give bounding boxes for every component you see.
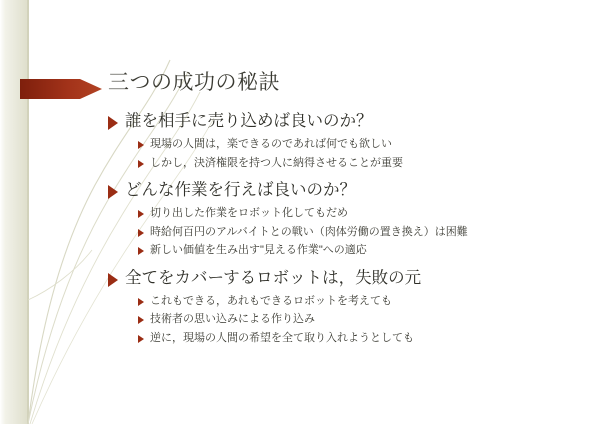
bullet-level2: [108, 293, 588, 311]
bullet-level1: [108, 179, 588, 203]
bullet-level2-label: 現場の人間は，楽できるのであれば何でも欲しい: [150, 137, 392, 150]
bullet-level1-label: どんな作業を行えば良いのか？: [125, 181, 356, 200]
triangle-bullet-icon: [108, 273, 118, 287]
bullet-group-3: [108, 267, 588, 348]
decorative-left-band: [0, 0, 28, 424]
page-title: 三つの成功の秘訣: [108, 71, 280, 94]
bullet-level2-label: 時給何百円のアルバイトとの戦い（肉体労働の置き換え）は困難: [150, 225, 468, 238]
bullet-level2: [108, 136, 588, 154]
decorative-left-band-edge: [27, 0, 29, 424]
bullet-level1: [108, 110, 588, 134]
small-triangle-bullet-icon: [138, 335, 144, 343]
bullet-level2: [108, 311, 588, 329]
bullet-level2: [108, 330, 588, 348]
bullet-level2-label: 技術者の思い込みによる作り込み: [150, 313, 315, 326]
bullet-group-1: [108, 110, 588, 172]
bullet-level1-label: 全てをカバーするロボットは，失敗の元: [125, 268, 422, 287]
small-triangle-bullet-icon: [138, 298, 144, 306]
title-arrow-icon: [20, 75, 102, 103]
bullet-level1: [108, 267, 588, 291]
small-triangle-bullet-icon: [138, 141, 144, 149]
bullet-level2: [108, 242, 588, 260]
bullet-level2-label: しかし，決済権限を持つ人に納得させることが重要: [150, 156, 403, 169]
small-triangle-bullet-icon: [138, 160, 144, 168]
bullet-level2-label: 新しい価値を生み出す"見える作業"への適応: [150, 244, 367, 257]
bullet-level2: [108, 224, 588, 242]
small-triangle-bullet-icon: [138, 210, 144, 218]
small-triangle-bullet-icon: [138, 316, 144, 324]
bullet-level2-label: 切り出した作業をロボット化してもだめ: [150, 207, 348, 220]
bullet-level1-label: 誰を相手に売り込めば良いのか？: [125, 112, 373, 130]
slide-body: [108, 110, 588, 352]
bullet-group-2: [108, 179, 588, 260]
bullet-level2-label: これもできる，あれもできるロボットを考えても: [150, 294, 392, 307]
bullet-level2: [108, 155, 588, 173]
bullet-level2: [108, 205, 588, 223]
bullet-level2-label: 逆に，現場の人間の希望を全て取り入れようとしても: [150, 331, 414, 344]
small-triangle-bullet-icon: [138, 247, 144, 255]
triangle-bullet-icon: [108, 116, 118, 130]
small-triangle-bullet-icon: [138, 229, 144, 237]
triangle-bullet-icon: [108, 185, 118, 199]
